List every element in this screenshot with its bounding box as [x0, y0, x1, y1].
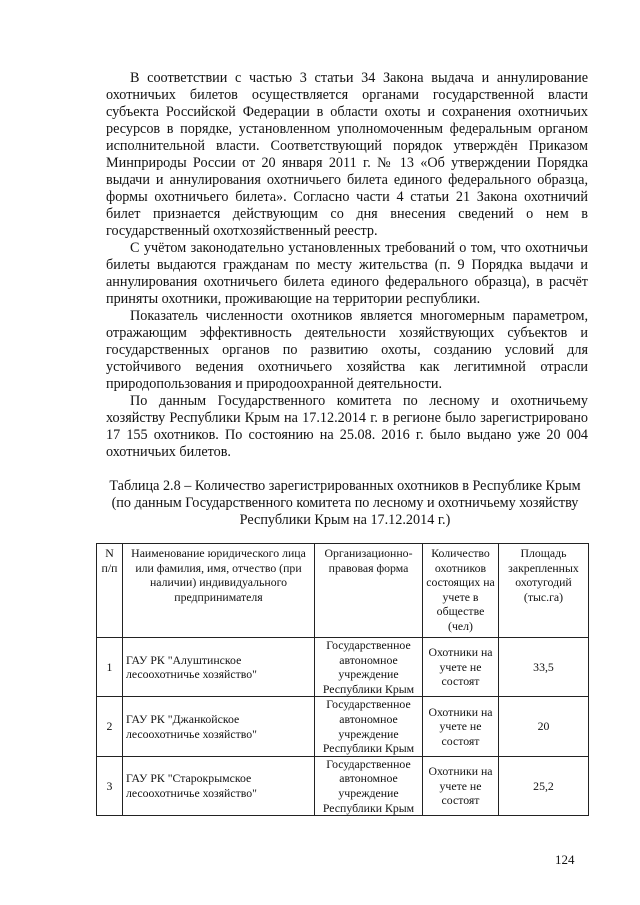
entity-name: ГАУ РК "Старокрымское лесоохотничье хозяйство" — [123, 756, 315, 815]
hunter-count: Охотники на учете не состоят — [423, 697, 499, 756]
entity-name: ГАУ РК "Алуштинское лесоохотничье хозяйство" — [123, 638, 315, 697]
hunting-area: 33,5 — [499, 638, 589, 697]
header-entity-name: Наименование юридического лица или фамилия, имя, отчество (при наличии) индивидуального предпринимателя — [123, 544, 315, 638]
hunting-area: 25,2 — [499, 756, 589, 815]
table-row — [97, 756, 589, 815]
row-number: 2 — [97, 697, 123, 756]
table-header-row — [97, 544, 589, 638]
paragraph-hunting-license-law: В соответствии с частью 3 статьи 34 Закона выдача и аннулирование охотничьих билетов осуществляется органами государственной власти субъекта Российской Федерации в области охоты и сохранения охотничьих ресурсов в порядке, установленном уполномоченным федеральным органом исполнительной власти. Соответствующий порядок утверждён Приказом Минприроды России от 20 января 2011 г. № 13 «Об утверждении Порядка выдачи и аннулирования охотничьего билета единого федерального образца, формы охотничьего билета». Согласно части 4 статьи 21 Закона охотничий билет признается действующим со дня внесения сведений о нем в государственный охотхозяйственный реестр. — [106, 70, 588, 239]
paragraph-residence-requirement: С учётом законодательно установленных требований о том, что охотничьи билеты выдаются гражданам по месту жительства (п. 9 Порядка выдачи и аннулирования охотничьего билета единого федерального образца), в расчёт приняты охотники, проживающие на территории республики. — [106, 240, 588, 307]
row-number: 1 — [97, 638, 123, 697]
table-caption: Таблица 2.8 – Количество зарегистрированных охотников в Республике Крым (по данным Государственного комитета по лесному и охотничьему хозяйству Республики Крым на 17.12.2014 г.) — [109, 478, 581, 528]
page-number: 124 — [555, 852, 575, 867]
header-number: N п/п — [97, 544, 123, 638]
paragraph-hunter-count-indicator: Показатель численности охотников является многомерным параметром, отражающим эффективность деятельности хозяйствующих субъектов и государственных органов по развитию охоты, созданию условий для устойчивого ведения охотничьего хозяйства как легитимной отрасли природопользования и природоохранной деятельности. — [106, 308, 588, 392]
hunters-table — [96, 543, 589, 816]
row-number: 3 — [97, 756, 123, 815]
header-hunting-area: Площадь закрепленных охотугодий (тыс.га) — [499, 544, 589, 638]
table-row — [97, 697, 589, 756]
header-hunter-count: Количество охотников состоящих на учете в обществе (чел) — [423, 544, 499, 638]
header-legal-form: Организационно-правовая форма — [315, 544, 423, 638]
hunter-count: Охотники на учете не состоят — [423, 638, 499, 697]
table-row — [97, 638, 589, 697]
hunting-area: 20 — [499, 697, 589, 756]
hunter-count: Охотники на учете не состоят — [423, 756, 499, 815]
legal-form: Государственное автономное учреждение Республики Крым — [315, 756, 423, 815]
legal-form: Государственное автономное учреждение Республики Крым — [315, 638, 423, 697]
legal-form: Государственное автономное учреждение Республики Крым — [315, 697, 423, 756]
paragraph-hunter-statistics: По данным Государственного комитета по лесному и охотничьему хозяйству Республики Крым на 17.12.2014 г. в регионе было зарегистрировано 17 155 охотников. По состоянию на 25.08. 2016 г. было выдано уже 20 004 охотничьих билетов. — [106, 393, 588, 460]
entity-name: ГАУ РК "Джанкойское лесоохотничье хозяйство" — [123, 697, 315, 756]
